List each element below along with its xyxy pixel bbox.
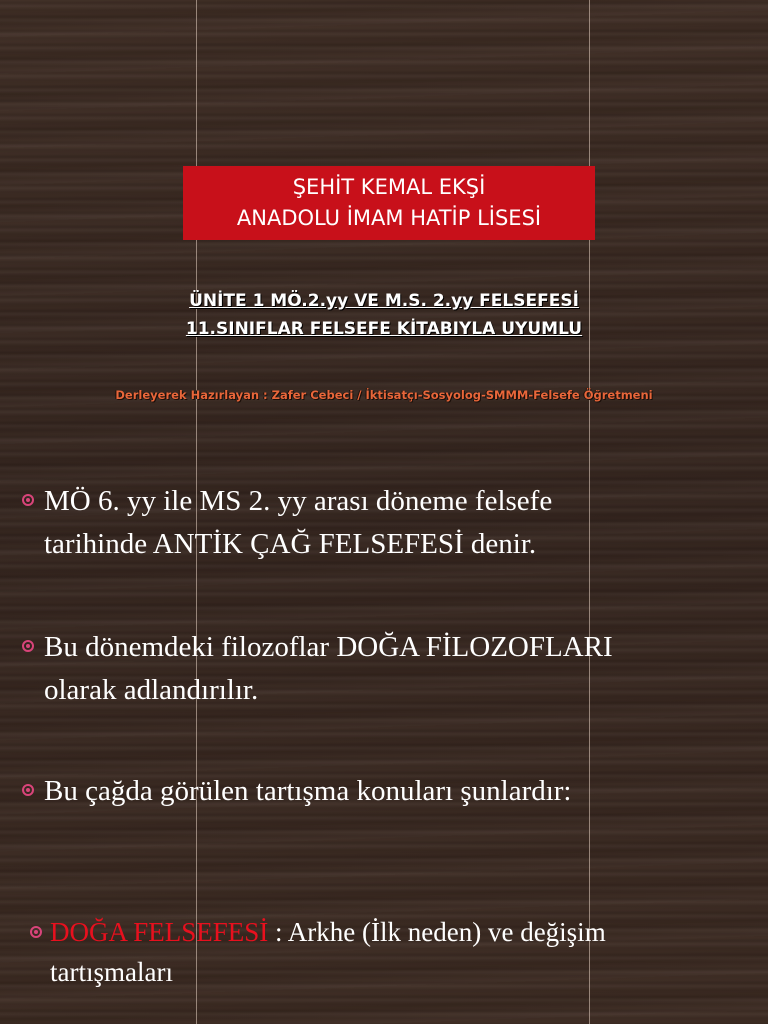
list-item — [22, 626, 613, 712]
term-description: : Arkhe (İlk neden) ve değişim — [268, 917, 606, 947]
school-name-line-1: ŞEHİT KEMAL EKŞİ — [292, 175, 486, 199]
bullet-text-line-1: Bu çağda görülen tartışma konuları şunlardır: — [44, 775, 572, 807]
list-item — [22, 480, 552, 566]
highlighted-term: DOĞA FELSEFESİ — [50, 917, 269, 947]
bullet-text-line-1: Bu dönemdeki filozoflar DOĞA FİLOZOFLARI — [44, 631, 613, 663]
bullet-text-line-2: tarihinde ANTİK ÇAĞ FELSEFESİ denir. — [44, 528, 537, 560]
school-name-box — [183, 166, 595, 240]
bullet-text-line-2: olarak adlandırılır. — [44, 674, 259, 706]
circle-dot-icon — [22, 784, 34, 796]
circle-dot-icon — [22, 640, 34, 652]
list-item — [22, 770, 572, 813]
bullet-text-line-1: MÖ 6. yy ile MS 2. yy arası döneme felsefe — [44, 485, 553, 517]
bullet-text-line-1 — [50, 912, 768, 952]
school-name-line-2: ANADOLU İMAM HATİP LİSESİ — [236, 206, 542, 230]
wood-plank-seam — [589, 0, 590, 1024]
bullet-text-line-2: tartışmaları — [50, 957, 173, 987]
list-item-doga-felsefesi — [30, 912, 768, 992]
unit-title — [0, 287, 768, 343]
circle-dot-icon — [30, 926, 42, 938]
unit-title-line-1: ÜNİTE 1 MÖ.2.yy VE M.S. 2.yy FELSEFESİ — [189, 291, 579, 311]
circle-dot-icon — [22, 494, 34, 506]
author-credit: Derleyerek Hazırlayan : Zafer Cebeci / İktisatçı-Sosyolog-SMMM-Felsefe Öğretmeni — [115, 388, 653, 402]
unit-title-line-2: 11.SINIFLAR FELSEFE KİTABIYLA UYUMLU — [185, 319, 583, 339]
